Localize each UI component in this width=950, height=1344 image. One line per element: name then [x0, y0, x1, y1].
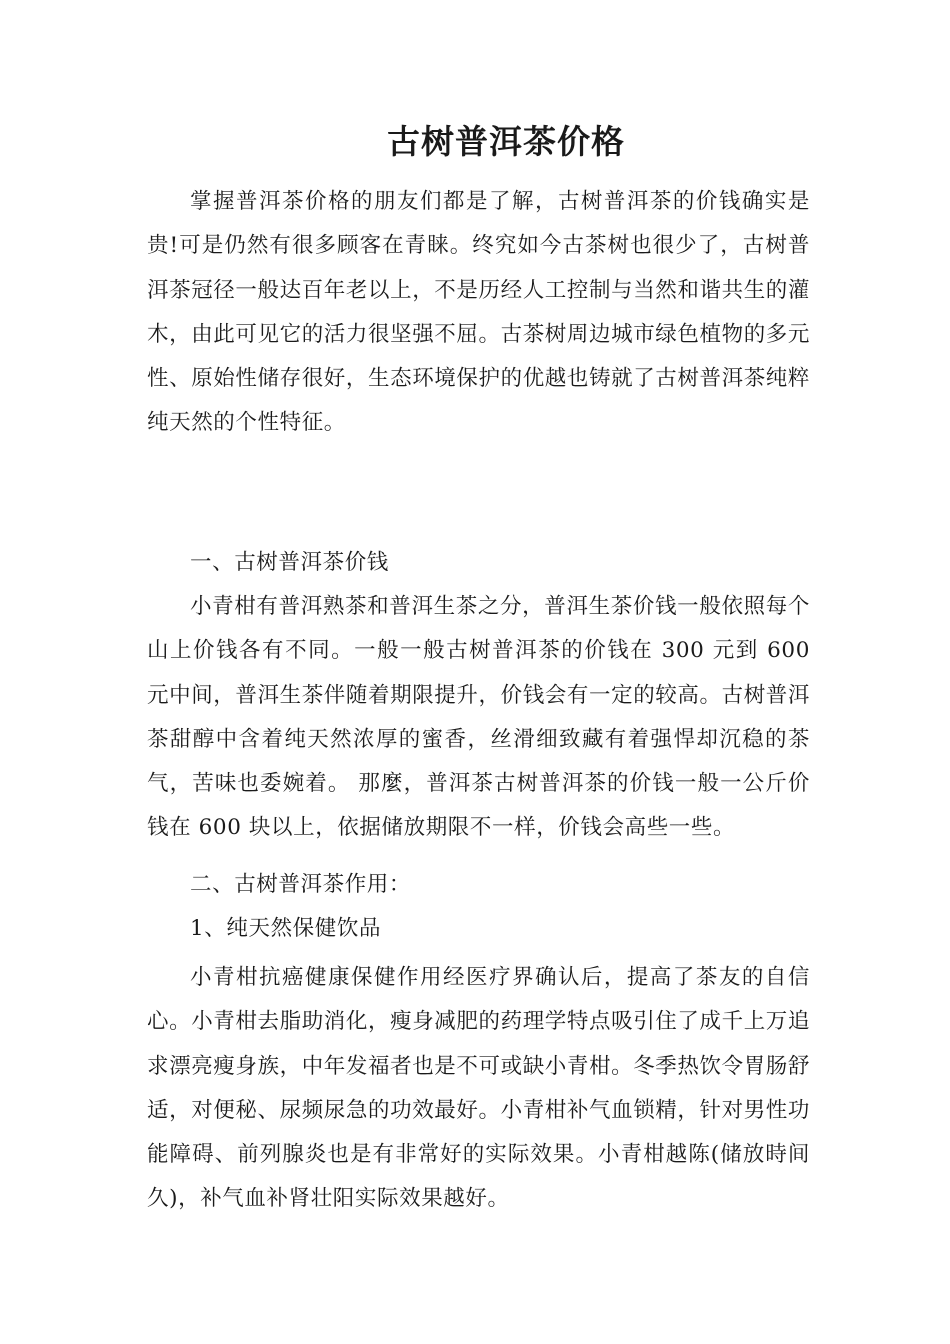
intro-paragraph: 掌握普洱茶价格的朋友们都是了解，古树普洱茶的价钱确实是贵!可是仍然有很多顾客在青睐。终究如今古茶树也很少了，古树普洱茶冠径一般达百年老以上，不是历经人工控制与当然和谐共生的灌木，由此可见它的活力很坚强不屈。古茶树周边城市绿色植物的多元性、原始性储存很好，生态环境保护的优越也铸就了古树普洱茶纯粹纯天然的个性特征。	[147, 189, 811, 436]
price-paragraph: 小青柑有普洱熟茶和普洱生茶之分，普洱生茶价钱一般依照每个山上价钱各有不同。一般一般古树普洱茶的价钱在 300 元到 600 元中间，普洱生茶伴随着期限提升，价钱会有一定的较高。古树普洱茶甜醇中含着纯天然浓厚的蜜香，丝滑细致藏有着强悍却沉稳的茶气，苦味也委婉着。 那麼，普洱茶古树普洱茶的价钱一般一公斤价钱在 600 块以上，依据储放期限不一样，价钱会高些一些。	[147, 594, 811, 841]
section-heading-effects: 二、古树普洱茶作用：	[190, 872, 412, 897]
subsection-heading-health-drink: 1、纯天然保健饮品	[190, 916, 382, 941]
section-heading-price: 一、古树普洱茶价钱	[190, 550, 389, 575]
document-title: 古树普洱茶价格	[387, 122, 625, 161]
health-paragraph: 小青柑抗癌健康保健作用经医疗界确认后，提高了茶友的自信心。小青柑去脂助消化，瘦身减肥的药理学特点吸引住了成千上万追求漂亮瘦身族，中年发福者也是不可或缺小青柑。冬季热饮令胃肠舒适，对便秘、尿频尿急的功效最好。小青柑补气血锁精，针对男性功能障碍、前列腺炎也是有非常好的实际效果。小青柑越陈(储放時间久)，补气血补肾壮阳实际效果越好。	[147, 965, 811, 1212]
